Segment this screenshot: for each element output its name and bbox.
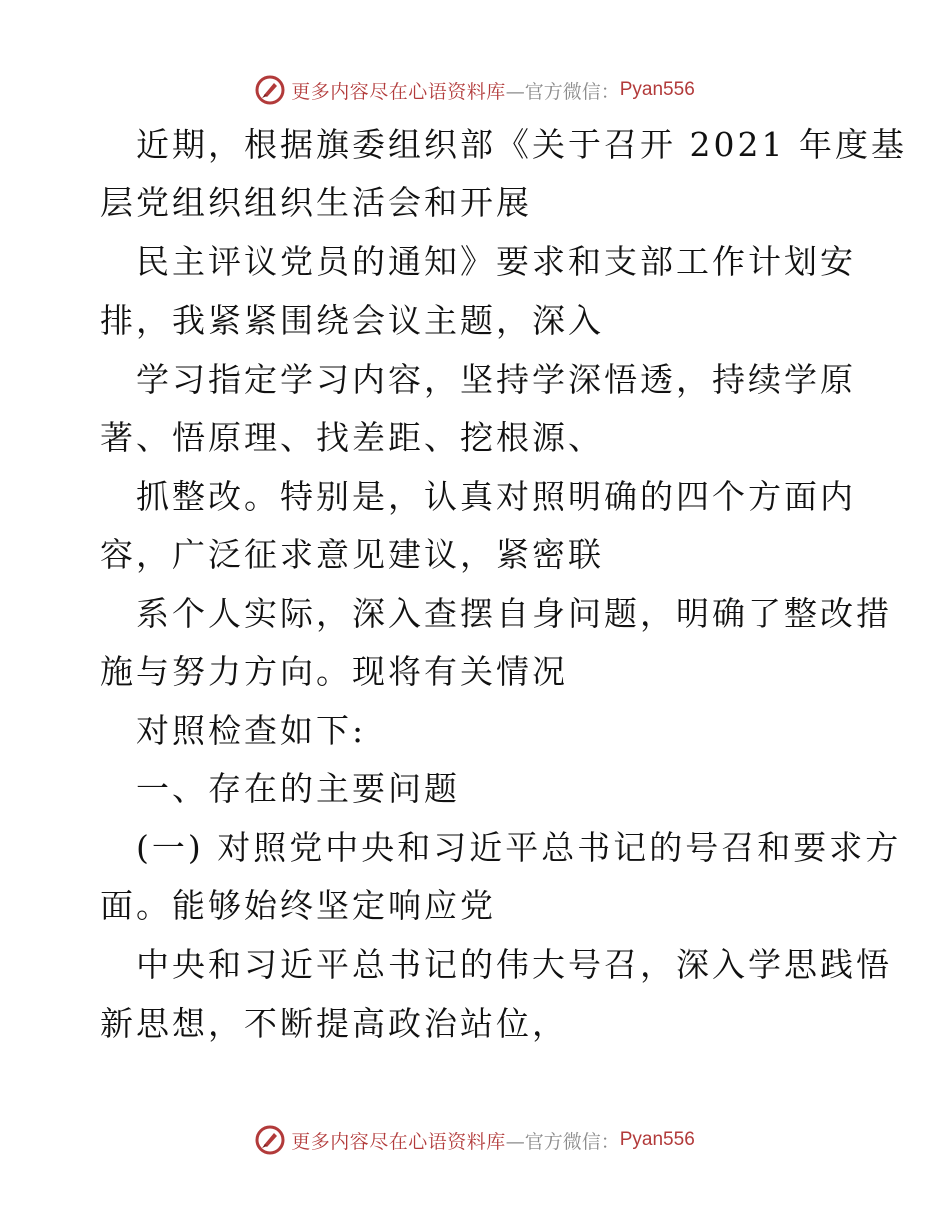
body-line: 著、悟原理、找差距、挖根源、 [100, 418, 604, 457]
body-line: 新思想，不断提高政治站位， [100, 1004, 568, 1043]
body-line: 层党组织组织生活会和开展 [100, 183, 532, 222]
footer-banner [0, 1120, 950, 1160]
body-line: 容，广泛征求意见建议，紧密联 [100, 535, 604, 574]
body-line: 排，我紧紧围绕会议主题，深入 [100, 301, 604, 340]
body-line: 民主评议党员的通知》要求和支部工作计划安 [136, 242, 856, 281]
header-wechat-id: Pyan556 [619, 79, 695, 100]
logo-icon [255, 75, 285, 105]
header-banner [0, 70, 950, 110]
body-line: 系个人实际，深入查摆自身问题，明确了整改措 [136, 594, 892, 633]
body-line: 面。能够始终坚定响应党 [100, 886, 496, 925]
header-banner-separator: —官方微信： [505, 80, 620, 103]
body-line: 中央和习近平总书记的伟大号召，深入学思践悟 [136, 945, 892, 984]
footer-banner-separator: —官方微信： [505, 1130, 620, 1153]
footer-wechat-id: Pyan556 [619, 1129, 695, 1150]
body-line: 近期，根据旗委组织部《关于召开 2021 年度基 [136, 125, 907, 164]
body-line: 学习指定学习内容，坚持学深悟透，持续学原 [136, 360, 856, 399]
body-line: 抓整改。特别是，认真对照明确的四个方面内 [136, 477, 856, 516]
logo-icon [255, 1125, 285, 1155]
body-line: 施与努力方向。现将有关情况 [100, 652, 568, 691]
subsection-heading: (一) 对照党中央和习近平总书记的号召和要求方 [136, 828, 902, 867]
section-heading: 一、存在的主要问题 [136, 769, 460, 808]
body-line: 对照检查如下: [136, 711, 367, 750]
footer-banner-text: 更多内容尽在心语资料库 [291, 1130, 506, 1153]
header-banner-text: 更多内容尽在心语资料库 [291, 80, 506, 103]
